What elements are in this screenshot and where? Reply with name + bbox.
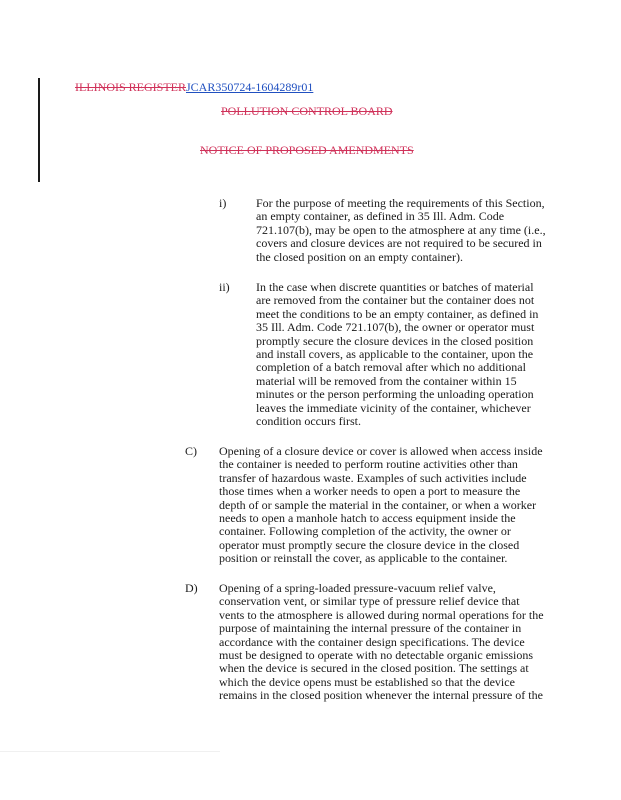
section-text-ii: In the case when discrete quantities or batches of material are removed from the container but the container does not meet the conditions to be an empty container, as defined in 35 Ill. Adm. Code 721.107(b), the owner or operator must promptly secure the closure devices in the closed position and install covers, as applicable to the container, upon the completion of a batch removal after which no additional material will be removed from the container within 15 minutes or the person performing the unloading operation leaves the immediate vicinity of the container, whichever condition occurs first. (256, 280, 539, 429)
section-marker-d: D) (185, 581, 198, 595)
section-marker-c: C) (185, 444, 197, 458)
board-title-struck: POLLUTION CONTROL BOARD (221, 104, 393, 118)
section-marker-i: i) (219, 196, 227, 210)
section-text-i: For the purpose of meeting the requirements of this Section, an empty container, as defined in 35 Ill. Adm. Code 721.107(b), may be open to the atmosphere at any time (i.e., covers and closure devices are not required to be secured in the closed position on an empty container). (256, 196, 546, 264)
notice-title-struck: NOTICE OF PROPOSED AMENDMENTS (200, 143, 414, 157)
footer-divider (0, 751, 220, 752)
register-title-struck: ILLINOIS REGISTER (75, 80, 186, 94)
section-text-d: Opening of a spring-loaded pressure-vacuum relief valve, conservation vent, or similar type of pressure relief device that vents to the atmosphere is allowed during normal operations for the purpose of maintaining the internal pressure of the container in accordance with the container design specifications. The device must be designed to operate with no detectable organic emissions when the device is secured in the closed position. The settings at which the device opens must be established so that the device remains in the closed position whenever the internal pressure of the (219, 581, 544, 703)
register-header (75, 80, 313, 94)
register-id-inserted: JCAR350724-1604289r01 (186, 80, 314, 94)
section-marker-ii: ii) (219, 280, 230, 294)
section-text-c: Opening of a closure device or cover is allowed when access inside the container is needed to perform routine activities other than transfer of hazardous waste. Examples of such activities include those times when a worker needs to open a port to measure the depth of or sample the material in the container, or when a worker needs to open a manhole hatch to access equipment inside the container. Following completion of the activity, the owner or operator must promptly secure the closure device in the closed position or reinstall the cover, as applicable to the container. (219, 444, 543, 566)
revision-change-bar (38, 78, 40, 182)
